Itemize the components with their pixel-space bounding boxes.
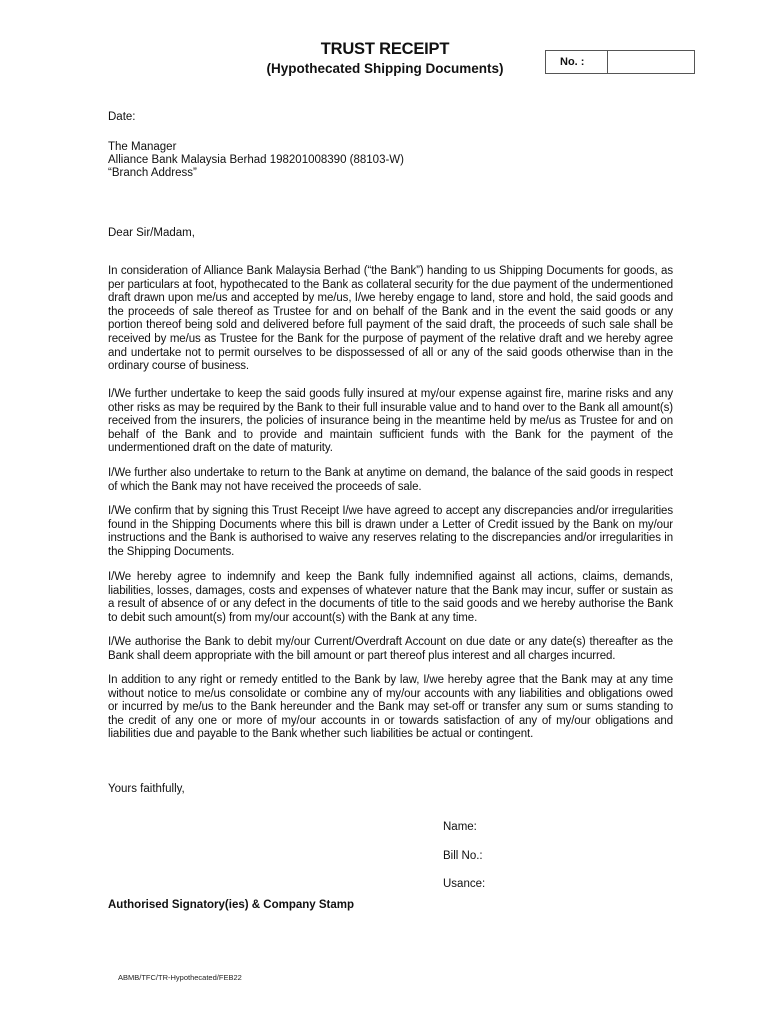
reference-number-field[interactable]	[608, 51, 694, 73]
signatory-label: Authorised Signatory(ies) & Company Stamp	[108, 899, 355, 911]
paragraph-return-goods: I/We further also undertake to return to the Bank at anytime on demand, the balance of the said goods in respect of which the Bank may not have received the proceeds of sale.	[108, 467, 673, 493]
salutation: Dear Sir/Madam,	[108, 227, 195, 239]
reference-number-label: No. :	[546, 51, 608, 73]
date-label: Date:	[108, 111, 136, 123]
paragraph-discrepancies: I/We confirm that by signing this Trust Receipt I/we have agreed to accept any discrepancies and/or irregularities found in the Shipping Documents where this bill is drawn under a Letter of Credit issued by the Bank on my/our instructions and the Bank is authorised to waive any reserves relating to the discrepancies and/or irregularities in the Shipping Documents.	[108, 505, 673, 558]
bill-no-field-label: Bill No.:	[443, 850, 483, 862]
document-subtitle: (Hypothecated Shipping Documents)	[266, 61, 504, 76]
name-field-label: Name:	[443, 821, 477, 833]
addressee-title: The Manager	[108, 141, 177, 153]
paragraph-indemnity: I/We hereby agree to indemnify and keep the Bank fully indemnified against all actions, claims, demands, liabilities, losses, damages, costs and expenses of whatever nature that the Bank may incur, suffer or sustain as a result of absence of or any defect in the documents of title to the said goods and we hereby authorise the Bank to debit such amount(s) from my/our account(s) with the Bank at any time.	[108, 571, 673, 624]
reference-number-box	[545, 50, 695, 74]
usance-field-label: Usance:	[443, 878, 486, 890]
form-code: ABMB/TFC/TR-Hypothecated/FEB22	[118, 973, 242, 982]
paragraph-consideration: In consideration of Alliance Bank Malaysia Berhad (“the Bank”) handing to us Shipping Documents for goods, as per particulars at foot, hypothecated to the Bank as collateral security for the due payment of the undermentioned draft drawn upon me/us and accepted by me/us, I/we hereby engage to land, store and hold, the said goods and the proceeds of sale thereof as Trustee for and on behalf of the Bank and in the event the said goods or any portion thereof being sold and delivered before full payment of the said draft, the proceeds of such sale shall be received by me/us as Trustee for the Bank for the purpose of payment of the relative draft and we hereby agree and undertake not to permit ourselves to be dispossessed of all or any of the said goods otherwise than in the ordinary course of business.	[108, 265, 673, 373]
addressee-branch: “Branch Address”	[108, 167, 197, 179]
paragraph-debit-authority: I/We authorise the Bank to debit my/our Current/Overdraft Account on due date or any date(s) thereafter as the Bank shall deem appropriate with the bill amount or part thereof plus interest and all charges incurred.	[108, 636, 673, 662]
closing: Yours faithfully,	[108, 783, 185, 795]
paragraph-set-off: In addition to any right or remedy entitled to the Bank by law, I/we hereby agree that the Bank may at any time without notice to me/us consolidate or combine any of my/our accounts with any liabilities and obligations owed or incurred by me/us to the Bank hereunder and the Bank may set-off or transfer any sum or sums standing to the credit of any one or more of my/our accounts in or towards satisfaction of any of my/our obligations and liabilities due and payable to the Bank whether such liabilities be actual or contingent.	[108, 674, 673, 741]
addressee-bank: Alliance Bank Malaysia Berhad 198201008390 (88103-W)	[108, 154, 404, 166]
paragraph-insurance: I/We further undertake to keep the said goods fully insured at my/our expense against fire, marine risks and any other risks as may be required by the Bank to their full insurable value and to hand over to the Bank all amount(s) received from the insurers, the policies of insurance being in the meantime held by me/us as Trustee for and on behalf of the Bank and to provide and maintain sufficient funds with the Bank for the payment of the undermentioned draft on the date of maturity.	[108, 388, 673, 455]
document-title: TRUST RECEIPT	[320, 40, 450, 58]
